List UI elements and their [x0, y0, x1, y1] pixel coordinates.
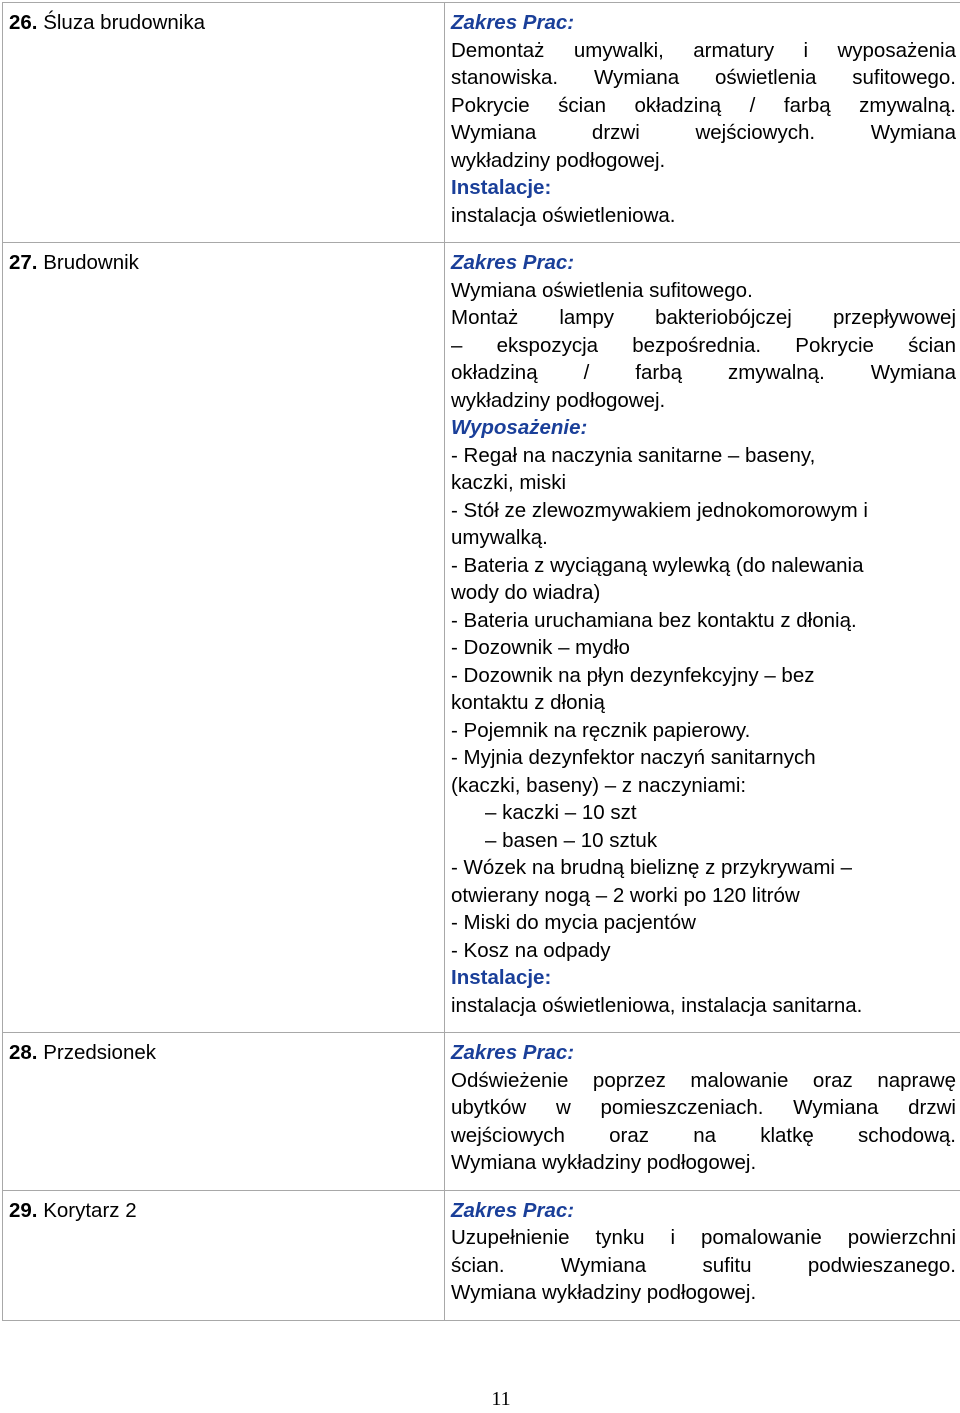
equipment-line: - Dozownik – mydło — [451, 636, 630, 659]
room-name: Przedsionek — [37, 1041, 157, 1064]
scope-line: Odświeżenie poprzez malowanie oraz naprawę — [451, 1068, 956, 1092]
equipment-line: - Bateria uruchamiana bez kontaktu z dłonią. — [451, 608, 857, 632]
scope-line: Wymiana oświetlenia sufitowego. — [451, 278, 753, 302]
room-scope-cell — [445, 1190, 960, 1320]
equipment-line: - Regał na naczynia sanitarne – baseny, — [451, 443, 816, 467]
table-row — [3, 1190, 960, 1320]
equipment-line: - Stół ze zlewozmywakiem jednokomorowym i — [451, 498, 868, 522]
room-name: Brudownik — [37, 251, 139, 274]
room-name: Śluza brudownika — [37, 11, 206, 34]
room-name: Korytarz 2 — [37, 1198, 137, 1222]
table-row — [3, 3, 960, 243]
scope-line: Wymiana wykładziny podłogowej. — [451, 1151, 757, 1174]
scope-line: Uzupełnienie tynku i pomalowanie powierzchni — [451, 1226, 956, 1249]
room-scope-cell — [445, 1033, 960, 1191]
scope-line: wykładziny podłogowej. — [451, 388, 666, 412]
installations-heading: Instalacje: — [451, 966, 552, 989]
equipment-line: wody do wiadra) — [451, 581, 601, 604]
equipment-subitem: – basen – 10 sztuk — [485, 828, 658, 852]
equipment-line: - Dozownik na płyn dezynfekcyjny – bez — [451, 663, 815, 687]
scope-heading: Zakres Prac: — [451, 11, 575, 34]
scope-heading: Zakres Prac: — [451, 1041, 575, 1064]
page-number: 11 — [491, 1388, 511, 1410]
room-number: 26. — [9, 11, 38, 34]
table-row — [3, 243, 960, 1033]
scope-line: wykładziny podłogowej. — [451, 148, 666, 172]
installations-text: instalacja oświetleniowa. — [451, 203, 676, 227]
scope-line: Demontaż umywalki, armatury i wyposażenia — [451, 38, 956, 62]
scope-line: wejściowych oraz na klatkę schodową. — [451, 1123, 956, 1147]
equipment-line: kontaktu z dłonią — [451, 691, 605, 714]
equipment-line: - Pojemnik na ręcznik papierowy. — [451, 718, 751, 742]
equipment-line: - Myjnia dezynfektor naczyń sanitarnych — [451, 746, 816, 769]
room-name-cell — [3, 3, 445, 243]
installations-text: instalacja oświetleniowa, instalacja sanitarna. — [451, 993, 863, 1017]
table-row — [3, 1033, 960, 1191]
room-number: 29. — [9, 1198, 38, 1222]
equipment-line: - Wózek na brudną bieliznę z przykrywami – — [451, 856, 853, 879]
room-number: 27. — [9, 251, 38, 274]
room-scope-cell — [445, 243, 960, 1033]
equipment-subitem: – kaczki – 10 szt — [485, 801, 637, 824]
equipment-heading: Wyposażenie: — [451, 416, 588, 439]
scope-line: Wymiana wykładziny podłogowej. — [451, 1281, 757, 1304]
scope-line: – ekspozycja bezpośrednia. Pokrycie ścian — [451, 333, 956, 357]
equipment-line: - Miski do mycia pacjentów — [451, 911, 696, 934]
scope-line: Montaż lampy bakteriobójczej przepływowej — [451, 306, 956, 329]
scope-heading: Zakres Prac: — [451, 251, 575, 274]
room-name-cell — [3, 1190, 445, 1320]
rooms-table — [2, 2, 960, 1321]
equipment-line: - Kosz na odpady — [451, 938, 611, 962]
equipment-line: (kaczki, baseny) – z naczyniami: — [451, 773, 747, 797]
scope-line: ścian. Wymiana sufitu podwieszanego. — [451, 1253, 956, 1277]
equipment-line: kaczki, miski — [451, 471, 567, 494]
room-number: 28. — [9, 1041, 38, 1064]
installations-heading: Instalacje: — [451, 176, 552, 199]
room-name-cell — [3, 1033, 445, 1191]
room-name-cell — [3, 243, 445, 1033]
scope-line: Pokrycie ścian okładziną / farbą zmywalną. — [451, 93, 956, 117]
scope-line: okładziną / farbą zmywalną. Wymiana — [451, 361, 956, 384]
scope-line: stanowiska. Wymiana oświetlenia sufitowego. — [451, 66, 956, 89]
room-scope-cell — [445, 3, 960, 243]
equipment-line: umywalką. — [451, 526, 548, 549]
equipment-line: - Bateria z wyciąganą wylewką (do nalewania — [451, 553, 864, 577]
scope-line: Wymiana drzwi wejściowych. Wymiana — [451, 121, 956, 144]
equipment-line: otwierany nogą – 2 worki po 120 litrów — [451, 883, 800, 907]
scope-line: ubytków w pomieszczeniach. Wymiana drzwi — [451, 1096, 956, 1119]
scope-heading: Zakres Prac: — [451, 1198, 575, 1222]
